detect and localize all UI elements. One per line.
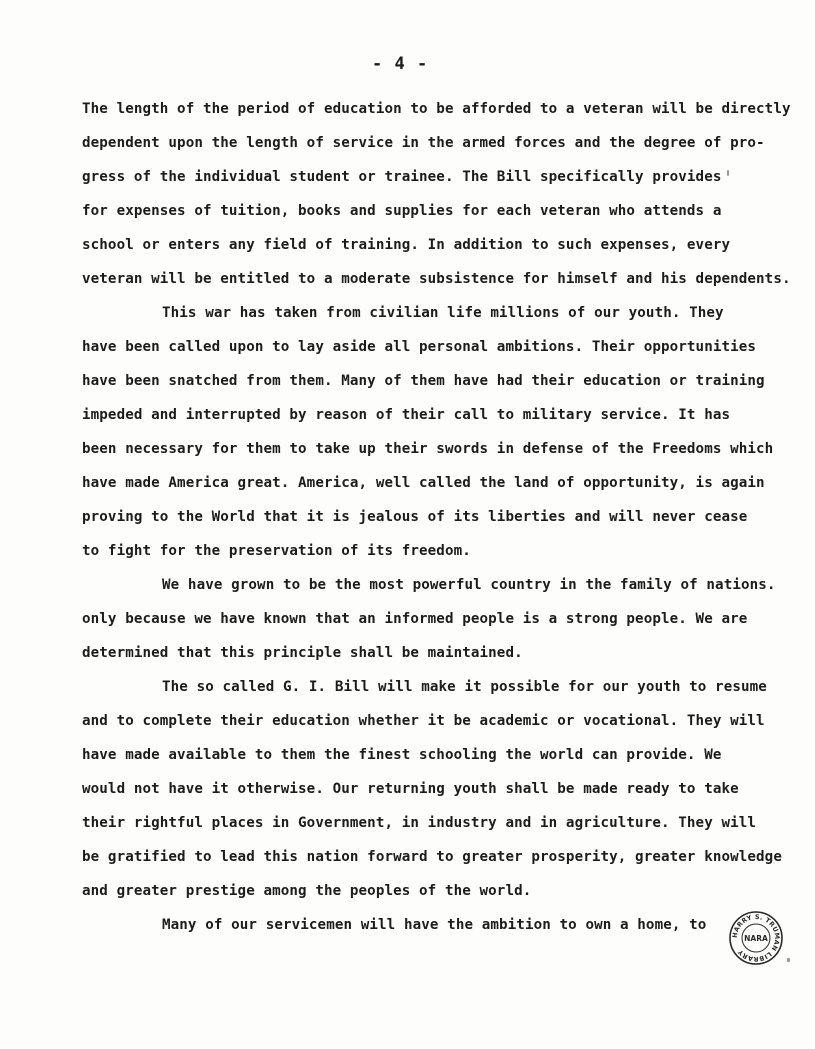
scan-mark <box>727 170 729 176</box>
text-line: their rightful places in Government, in industry and in agriculture. They will <box>82 815 757 831</box>
paragraph-start-line: This war has taken from civilian life millions of our youth. They <box>162 305 724 321</box>
text-line: veteran will be entitled to a moderate subsistence for himself and his dependents. <box>82 271 791 287</box>
text-line: impeded and interrupted by reason of their call to military service. It has <box>82 407 731 423</box>
text-line: be gratified to lead this nation forward to greater prosperity, greater knowledge <box>82 849 782 865</box>
text-line: been necessary for them to take up their swords in defense of the Freedoms which <box>82 441 774 457</box>
text-line: have made available to them the finest schooling the world can provide. We <box>82 747 722 763</box>
text-line: only because we have known that an informed people is a strong people. We are <box>82 611 748 627</box>
stamp-arc-text: HARRY S. TRUMAN LIBRARY <box>730 912 782 964</box>
text-line: school or enters any field of training. In addition to such expenses, every <box>82 237 731 253</box>
text-line: have been snatched from them. Many of them have had their education or training <box>82 373 765 389</box>
text-line: The length of the period of education to be afforded to a veteran will be directly <box>82 101 791 117</box>
scan-mark <box>787 958 790 962</box>
text-line: have been called upon to lay aside all personal ambitions. Their opportunities <box>82 339 757 355</box>
text-line: and to complete their education whether it be academic or vocational. They will <box>82 713 765 729</box>
text-line: gress of the individual student or trainee. The Bill specifically provides <box>82 169 722 185</box>
paragraph-start-line: We have grown to be the most powerful country in the family of nations. <box>162 577 776 593</box>
paragraph-start-line: Many of our servicemen will have the ambition to own a home, to <box>162 917 707 933</box>
text-line: have made America great. America, well called the land of opportunity, is again <box>82 475 765 491</box>
text-line: dependent upon the length of service in the armed forces and the degree of pro- <box>82 135 765 151</box>
library-stamp-icon <box>728 910 784 966</box>
text-line: to fight for the preservation of its freedom. <box>82 543 471 559</box>
text-line: proving to the World that it is jealous of its liberties and will never cease <box>82 509 748 525</box>
text-line: and greater prestige among the peoples of the world. <box>82 883 532 899</box>
page-number: - 4 - <box>372 54 429 74</box>
text-line: for expenses of tuition, books and supplies for each veteran who attends a <box>82 203 722 219</box>
text-line: would not have it otherwise. Our returning youth shall be made ready to take <box>82 781 739 797</box>
text-line: determined that this principle shall be maintained. <box>82 645 523 661</box>
paragraph-start-line: The so called G. I. Bill will make it possible for our youth to resume <box>162 679 767 695</box>
stamp-center-text: NARA <box>744 934 768 943</box>
